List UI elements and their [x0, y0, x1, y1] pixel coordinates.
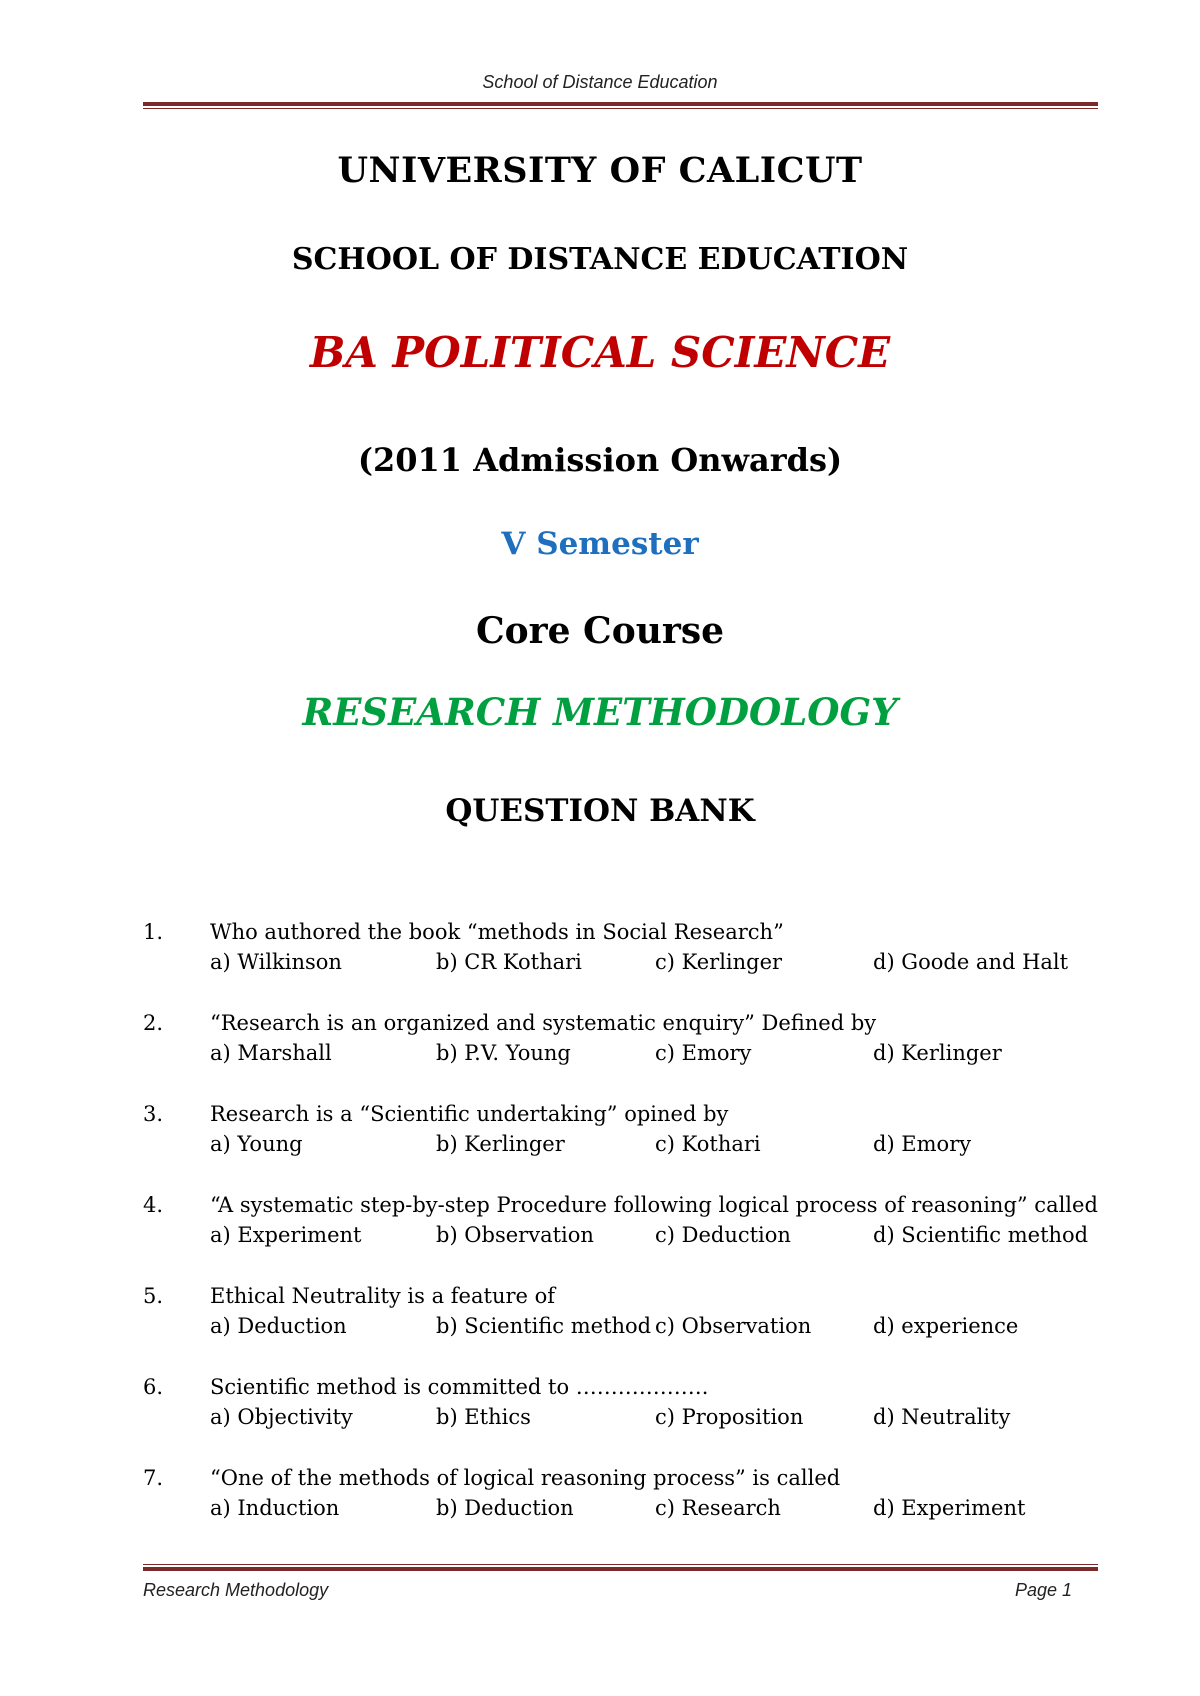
question-list — [143, 920, 1103, 1557]
question-number: 1. — [143, 920, 164, 944]
question-text: Who authored the book “methods in Social Research” — [210, 920, 784, 944]
question-item — [143, 1284, 1103, 1375]
option-a: a) Induction — [210, 1496, 340, 1520]
course-type-title: Core Course — [475, 610, 725, 652]
question-number: 3. — [143, 1102, 164, 1126]
option-d: d) Neutrality — [873, 1405, 1011, 1429]
option-c: c) Proposition — [655, 1405, 804, 1429]
footer-page-number: Page 1 — [1014, 1580, 1072, 1600]
footer-course: Research Methodology — [143, 1580, 329, 1600]
option-c: c) Kothari — [655, 1132, 761, 1156]
option-c: c) Observation — [655, 1314, 812, 1338]
option-d: d) experience — [873, 1314, 1019, 1338]
footer-rule — [143, 1564, 1098, 1571]
question-bank-title: QUESTION BANK — [445, 793, 755, 829]
option-d: d) Scientific method — [873, 1223, 1089, 1247]
option-a: a) Wilkinson — [210, 950, 342, 974]
option-d: d) Experiment — [873, 1496, 1026, 1520]
option-b: b) Kerlinger — [436, 1132, 565, 1156]
option-d: d) Kerlinger — [873, 1041, 1002, 1065]
question-text: “Research is an organized and systematic enquiry” Defined by — [210, 1011, 877, 1035]
question-text: “A systematic step-by-step Procedure following logical process of reasoning” called — [210, 1193, 1098, 1217]
question-item — [143, 920, 1103, 1011]
option-c: c) Research — [655, 1496, 781, 1520]
question-number: 4. — [143, 1193, 164, 1217]
question-item — [143, 1375, 1103, 1466]
option-c: c) Emory — [655, 1041, 752, 1065]
question-item — [143, 1466, 1103, 1557]
option-a: a) Objectivity — [210, 1405, 353, 1429]
option-c: c) Deduction — [655, 1223, 791, 1247]
option-a: a) Deduction — [210, 1314, 347, 1338]
page-header: School of Distance Education — [482, 72, 718, 92]
program-title: BA POLITICAL SCIENCE — [309, 328, 891, 377]
question-text: Research is a “Scientific undertaking” opined by — [210, 1102, 729, 1126]
option-d: d) Goode and Halt — [873, 950, 1069, 974]
semester-title: V Semester — [501, 526, 699, 562]
question-number: 7. — [143, 1466, 164, 1490]
question-item — [143, 1102, 1103, 1193]
school-title: SCHOOL OF DISTANCE EDUCATION — [291, 242, 909, 277]
admission-title: (2011 Admission Onwards) — [357, 441, 843, 479]
option-b: b) CR Kothari — [436, 950, 582, 974]
option-a: a) Experiment — [210, 1223, 362, 1247]
option-c: c) Kerlinger — [655, 950, 783, 974]
question-number: 5. — [143, 1284, 164, 1308]
question-number: 6. — [143, 1375, 164, 1399]
question-text: Ethical Neutrality is a feature of — [210, 1284, 556, 1308]
header-rule — [143, 102, 1098, 109]
course-title: RESEARCH METHODOLOGY — [302, 690, 898, 734]
option-a: a) Marshall — [210, 1041, 332, 1065]
question-number: 2. — [143, 1011, 164, 1035]
option-b: b) Ethics — [436, 1405, 531, 1429]
question-text: “One of the methods of logical reasoning process” is called — [210, 1466, 841, 1490]
question-item — [143, 1011, 1103, 1102]
option-b: b) Observation — [436, 1223, 594, 1247]
option-a: a) Young — [210, 1132, 303, 1156]
option-b: b) P.V. Young — [436, 1041, 571, 1065]
option-d: d) Emory — [873, 1132, 972, 1156]
option-b: b) Deduction — [436, 1496, 574, 1520]
option-b: b) Scientific method — [436, 1314, 652, 1338]
question-text: Scientific method is committed to ………………. — [210, 1375, 709, 1399]
university-title: UNIVERSITY OF CALICUT — [337, 150, 863, 191]
question-item — [143, 1193, 1103, 1284]
